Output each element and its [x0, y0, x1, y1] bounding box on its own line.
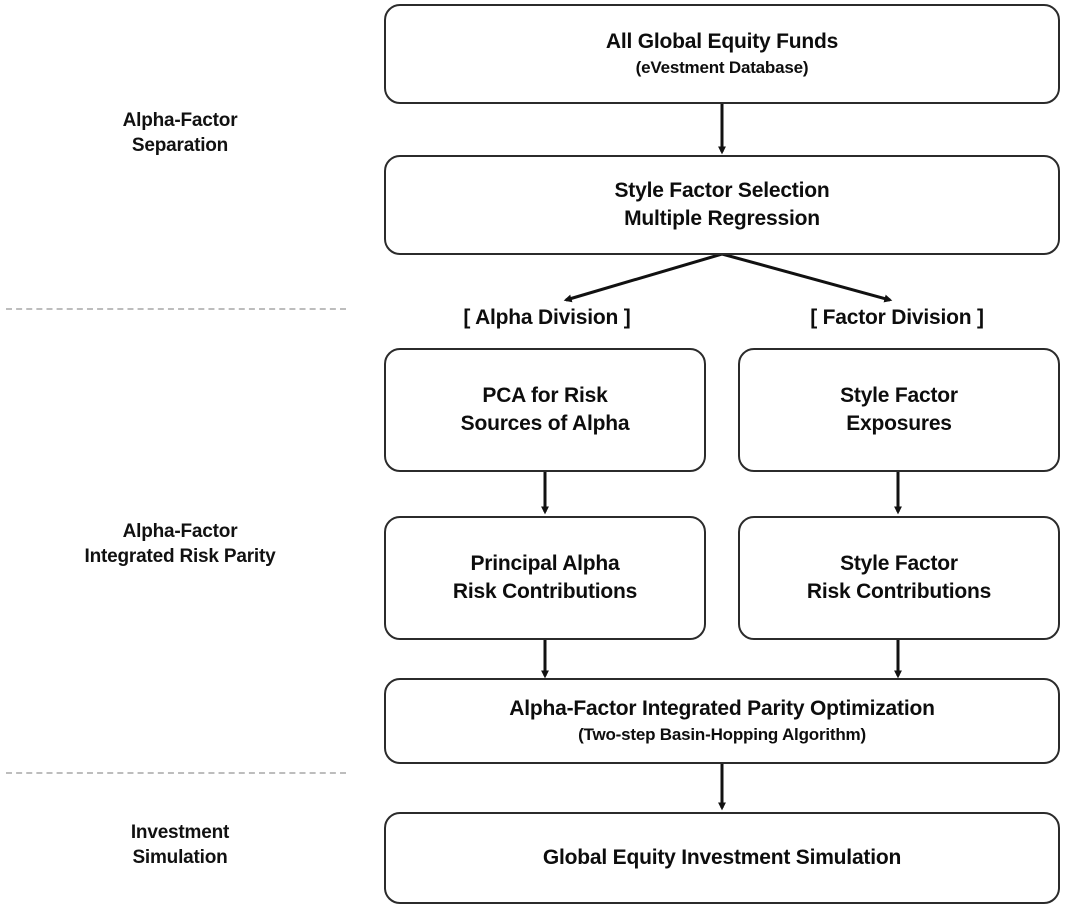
node-style-factor-exposures — [738, 348, 1060, 472]
node-integrated-parity-optimization — [384, 678, 1060, 764]
node-line1: Principal Alpha — [470, 551, 620, 575]
node-line2: Risk Contributions — [806, 580, 992, 603]
division-label-factor: [ Factor Division ] — [810, 306, 984, 329]
division-label-alpha: [ Alpha Division ] — [463, 306, 631, 329]
node-all-global-equity-funds — [384, 4, 1060, 104]
node-style-factor-risk-contributions — [738, 516, 1060, 640]
node-line2: Sources of Alpha — [460, 412, 630, 435]
stage-label-line1: Investment — [130, 822, 230, 843]
stage-label-line2: Separation — [131, 135, 229, 157]
node-line2: Multiple Regression — [624, 207, 820, 230]
node-line1: Style Factor — [840, 383, 958, 407]
node-line2: Risk Contributions — [452, 580, 638, 603]
stage-label-investment-simulation — [60, 820, 300, 870]
stage-label-line1: Alpha-Factor — [122, 521, 238, 542]
section-divider-1 — [6, 308, 346, 310]
node-line1: All Global Equity Funds — [605, 30, 839, 54]
node-line1: PCA for Risk — [482, 383, 608, 407]
node-principal-alpha-risk-contributions — [384, 516, 706, 640]
node-line2: (Two-step Basin-Hopping Algorithm) — [578, 724, 866, 744]
node-global-equity-investment-simulation — [384, 812, 1060, 904]
stage-label-line1: Alpha-Factor — [122, 110, 238, 131]
node-line1: Alpha-Factor Integrated Parity Optimization — [509, 697, 935, 721]
node-style-factor-selection — [384, 155, 1060, 255]
stage-label-line2: Integrated Risk Parity — [84, 546, 276, 568]
node-pca-risk-sources-alpha — [384, 348, 706, 472]
section-divider-2 — [6, 772, 346, 774]
node-line2: (eVestment Database) — [635, 57, 809, 77]
stage-label-alpha-factor-integrated-risk-parity — [22, 519, 338, 569]
stage-label-alpha-factor-separation — [60, 108, 300, 158]
node-line2: Exposures — [846, 412, 952, 435]
node-line1: Style Factor — [840, 551, 958, 575]
node-line1: Style Factor Selection — [614, 178, 830, 202]
node-line1: Global Equity Investment Simulation — [542, 845, 902, 869]
stage-label-line2: Simulation — [132, 847, 228, 869]
